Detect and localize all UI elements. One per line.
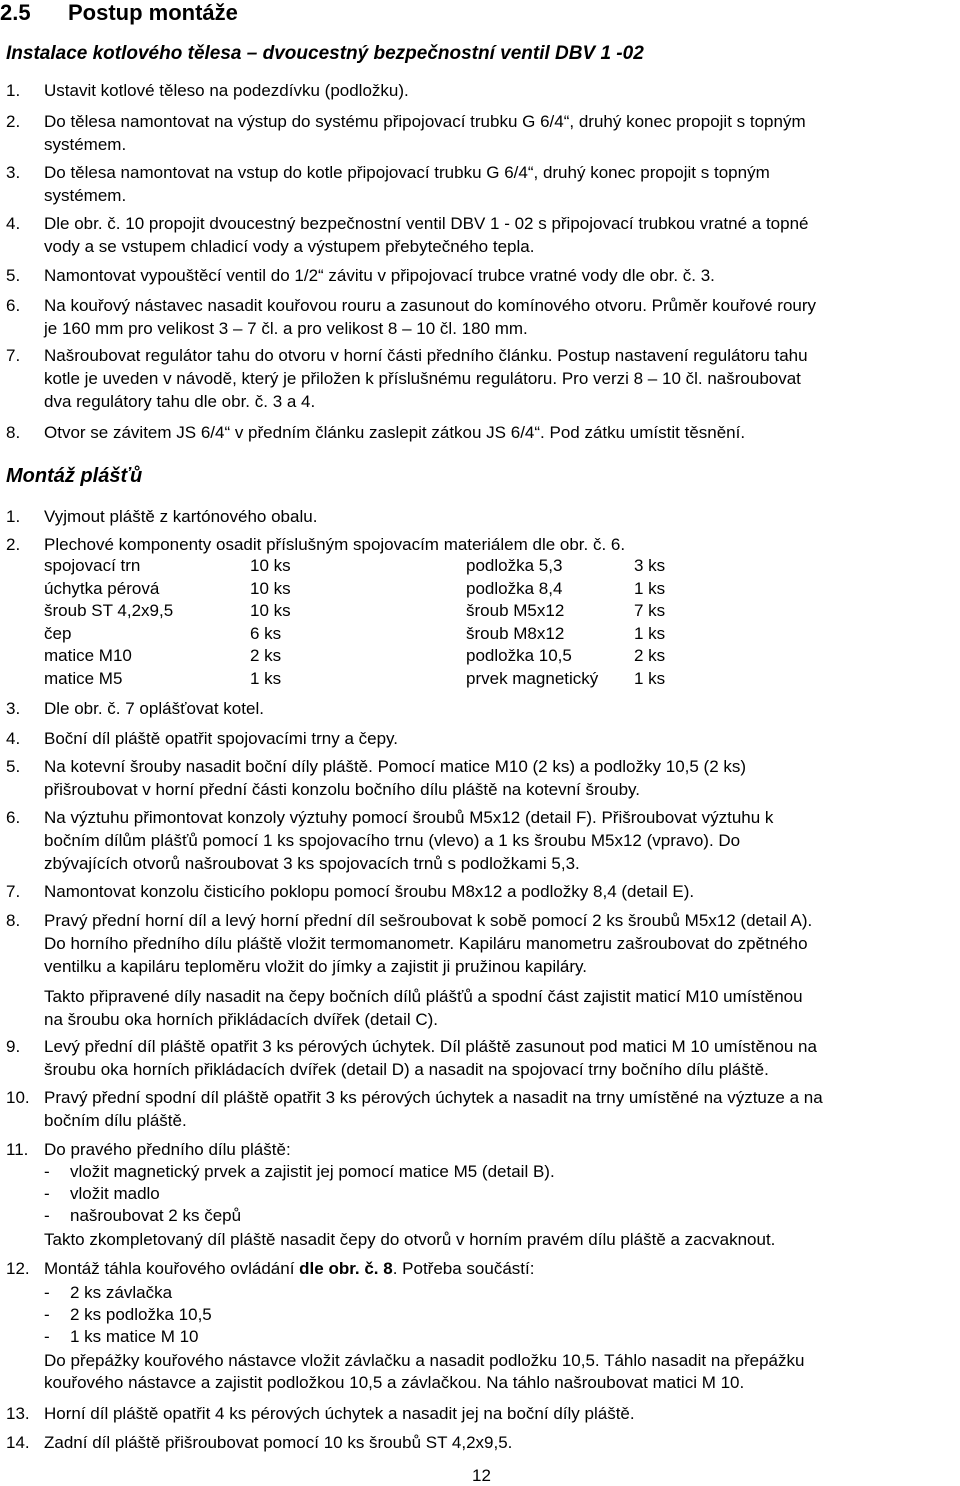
section-title: Postup montáže — [68, 0, 238, 25]
mantle-step-13: 13. Horní díl pláště opatřit 4 ks pérových úchytek a nasadit jej na boční díly pláště. — [6, 1404, 635, 1423]
mantle-step-2: 2. Plechové komponenty osadit příslušným spojovacím materiálem dle obr. č. 6. — [6, 535, 626, 554]
section-number: 2.5 — [0, 0, 31, 25]
install-step-6: 6. Na kouřový nástavec nasadit kouřovou rouru a zasunout do komínového otvoru. Průměr kouřové roury je 160 mm pro velikost 3 – 7 čl. a pro velikost 8 – 10 čl. 180 mm. — [6, 296, 817, 338]
mantle-step-8: 8. Pravý přední horní díl a levý horní přední díl sešroubovat k sobě pomocí 2 ks šroubů M5x12 (detail A). Do horního předního dílu pláště vložit termomanometr. Kapiláru manometru zašroubovat do zpětného ventilku a kapiláru teploměru vložit do jímky a zajistit ji pružinou kapiláry. — [6, 911, 813, 976]
mantle-step-11: 11. Do pravého předního dílu pláště: — [6, 1140, 291, 1159]
manual-page: 2.5 Postup montáže Instalace kotlového tělesa – dvoucestný bezpečnostní ventil DBV 1 -02 1. Ustavit kotlové těleso na podezdívku (podložku). 2. Do tělesa namontovat na výstup do systému připojovací trubku G 6/4“, druhý konec propojit s topným systémem. 3. Do tělesa namontovat na vstup do kotle připojovací trubku G 6/4“, druhý konec propojit s topným systémem. 4. Dle obr. č. 10 propojit dvoucestný bezpečnostní ventil DBV 1 - 02 s připojovací trubkou vratné a topné vody a se vstupem chladicí vody a výstupem přebytečného tepla. 5. Namontovat vypouštěcí ventil do 1/2“ závitu v připojovací trubce vratné vody dle obr. č. 3. 6. Na kouřový nástavec nasadit kouřovou rouru a zasunout do komínového otvoru. Průměr kouřové roury je 160 mm pro velikost 3 – 7 čl. a pro velikost 8 – 10 čl. 180 mm. 7. Našroubovat regulátor tahu do otvoru v horní části předního článku. Postup nastavení regulátoru tahu kotle je uveden v návodě, který je přiložen k příslušnému regulátoru. Pro verzi 8 – 10 čl. našroubovat dva regulátory tahu dle obr. č. 3 a 4. 8. Otvor se závitem JS 6/4“ v předním článku zaslepit zátkou JS 6/4“. Pod zátku umístit těsnění. Montáž plášťů 1. Vyjmout pláště z kartónového obalu. 2. Plechové komponenty osadit příslušným spojovacím materiálem dle obr. č. 6. spojovací trn 10 ks podložka 5,3 3 ks úchytka pérová 10 ks podložka 8,4 1 ks šroub ST 4,2x9,5 10 ks šroub M5x12 7 ks čep 6 ks šroub M8x12 1 ks matice M10 2 ks podložka 10,5 2 ks matice M5 1 ks prvek magnetický 1 ks 3. Dle obr. č. 7 oplášťovat kotel. 4. Boční díl pláště opatřit spojovacími trny a čepy. 5. Na kotevní šrouby nasadit boční díly pláště. Pomocí matice M10 (2 ks) a podložky 10,5 (2 ks) přišroubovat v horní přední části konzolu bočního dílu pláště na kotevní šrouby. 6. Na výztuhu přimontovat konzoly výztuhy pomocí šroubů M5x12 (detail F). Přišroubovat výztuhu k bočním dílům plášťů pomocí 1 ks spojovacího trnu (vlevo) a 1 ks šroubu M5x12 (vpravo). Do zbývajících otvorů našroubovat 3 ks spojovacích trnů s podložkami 5,3. 7. Namontovat konzolu čisticího poklopu pomocí šroubu M8x12 a podložky 8,4 (detail E). 8. Pravý přední horní díl a levý horní přední díl sešroubovat k sobě pomocí 2 ks šroubů M5x12 (detail A). Do horního předního dílu pláště vložit termomanometr. Kapiláru manometru zašroubovat do zpětného ventilku a kapiláru teploměru vložit do jímky a zajistit ji pružinou kapiláry. Takto připravené díly nasadit na čepy bočních dílů plášťů a spodní část zajistit maticí M10 umístěnou na šroubu oka horních přikládacích dvířek (detail C). 9. Levý přední díl pláště opatřit 3 ks pérových úchytek. Díl pláště zasunout pod matici M 10 umístěnou na šroubu oka horních přikládacích dvířek (detail D) a nasadit na spojovací trny bočního dílu pláště. 10. Pravý přední spodní díl pláště opatřit 3 ks pérových úchytek a nasadit na trny umístěné na výztuze a na bočním dílu pláště. 11. Do pravého předního dílu pláště: - vložit magnetický prvek a zajistit jej pomocí matice M5 (detail B). - vložit madlo - našroubovat 2 ks čepů Takto zkompletovaný díl pláště nasadit čepy do otvorů v horním pravém dílu pláště a zacvaknout. 12. Montáž táhla kouřového ovládání dle obr. č. 8. Potřeba součástí: - 2 ks závlačka - 2 ks podložka 10,5 - 1 ks matice M 10 Do přepážky kouřového nástavce vložit závlačku a nasadit podložku 10,5. Táhlo nasadit na přepážku kouřového nástavce a zajistit podložkou 10,5 a závlačkou. Na táhlo našroubovat matici M 10. 13. Horní díl pláště opatřit 4 ks pérových úchytek a nasadit jej na boční díly pláště. 14. Zadní díl pláště přišroubovat pomocí 10 ks šroubů ST 4,2x9,5. 12 — [0, 0, 960, 1486]
mantle-step-3: 3. Dle obr. č. 7 oplášťovat kotel. — [6, 699, 264, 718]
mantle-step-1: 1. Vyjmout pláště z kartónového obalu. — [6, 507, 318, 526]
install-heading: Instalace kotlového tělesa – dvoucestný bezpečnostní ventil DBV 1 -02 — [6, 43, 644, 64]
install-step-3: 3. Do tělesa namontovat na vstup do kotle připojovací trubku G 6/4“, druhý konec propojit s topným systémem. — [6, 163, 770, 205]
mantle-step-7: 7. Namontovat konzolu čisticího poklopu pomocí šroubu M8x12 a podložky 8,4 (detail E). — [6, 882, 695, 901]
mantle-step-6: 6. Na výztuhu přimontovat konzoly výztuhy pomocí šroubů M5x12 (detail F). Přišroubovat výztuhu k bočním dílům plášťů pomocí 1 ks spojovacího trnu (vlevo) a 1 ks šroubu M5x12 (vpravo). Do zbývajících otvorů našroubovat 3 ks spojovacích trnů s podložkami 5,3. — [6, 808, 774, 873]
section-heading — [0, 0, 238, 26]
mantle-step-10: 10. Pravý přední spodní díl pláště opatřit 3 ks pérových úchytek a nasadit na trny umístěné na výztuze a na bočním dílu pláště. — [6, 1088, 823, 1130]
page-number: 12 — [472, 1466, 491, 1485]
mantle-step-14: 14. Zadní díl pláště přišroubovat pomocí 10 ks šroubů ST 4,2x9,5. — [6, 1433, 513, 1452]
mantle-heading: Montáž plášťů — [6, 465, 143, 487]
list-item: - 2 ks závlačka — [44, 1283, 173, 1302]
install-step-4: 4. Dle obr. č. 10 propojit dvoucestný bezpečnostní ventil DBV 1 - 02 s připojovací trubkou vratné a topné vody a se vstupem chladicí vody a výstupem přebytečného tepla. — [6, 214, 809, 256]
step12-tail: Do přepážky kouřového nástavce vložit závlačku a nasadit podložku 10,5. Táhlo nasadit na přepážku kouřového nástavce a zajistit podložkou 10,5 a závlačkou. Na táhlo našroubovat matici M 10. — [44, 1351, 805, 1392]
list-item: - našroubovat 2 ks čepů — [44, 1206, 242, 1225]
mantle-step-5: 5. Na kotevní šrouby nasadit boční díly pláště. Pomocí matice M10 (2 ks) a podložky 10,5 (2 ks) přišroubovat v horní přední části konzolu bočního dílu pláště na kotevní šrouby. — [6, 757, 747, 799]
step12-sublist — [44, 1282, 212, 1348]
install-step-5: 5. Namontovat vypouštěcí ventil do 1/2“ závitu v připojovací trubce vratné vody dle obr. č. 3. — [6, 266, 715, 285]
install-step-8: 8. Otvor se závitem JS 6/4“ v předním článku zaslepit zátkou JS 6/4“. Pod zátku umístit těsnění. — [6, 423, 746, 442]
mantle-step-12: 12. Montáž táhla kouřového ovládání dle obr. č. 8. Potřeba součástí: — [6, 1259, 535, 1278]
list-item: - 1 ks matice M 10 — [44, 1327, 199, 1346]
mantle-step-9: 9. Levý přední díl pláště opatřit 3 ks pérových úchytek. Díl pláště zasunout pod matici M 10 umístěnou na šroubu oka horních přikládacích dvířek (detail D) a nasadit na spojovací trny bočního dílu pláště. — [6, 1037, 817, 1079]
mantle-step-4: 4. Boční díl pláště opatřit spojovacími trny a čepy. — [6, 729, 399, 748]
list-item: - 2 ks podložka 10,5 — [44, 1305, 212, 1324]
list-item: - vložit madlo — [44, 1184, 160, 1203]
install-step-7: 7. Našroubovat regulátor tahu do otvoru v horní části předního článku. Postup nastavení regulátoru tahu kotle je uveden v návodě, který je přiložen k příslušnému regulátoru. Pro verzi 8 – 10 čl. našroubovat dva regulátory tahu dle obr. č. 3 a 4. — [6, 346, 808, 411]
step11-sublist — [44, 1161, 555, 1227]
install-step-2: 2. Do tělesa namontovat na výstup do systému připojovací trubku G 6/4“, druhý konec propojit s topným systémem. — [6, 112, 806, 154]
mantle-step-8-continued: Takto připravené díly nasadit na čepy bočních dílů plášťů a spodní část zajistit maticí M10 umístěnou na šroubu oka horních přikládacích dvířek (detail C). — [44, 987, 803, 1029]
install-step-1: 1. Ustavit kotlové těleso na podezdívku (podložku). — [6, 81, 409, 100]
list-item: - vložit magnetický prvek a zajistit jej pomocí matice M5 (detail B). — [44, 1162, 555, 1181]
step11-tail: Takto zkompletovaný díl pláště nasadit čepy do otvorů v horním pravém dílu pláště a zacvaknout. — [44, 1230, 776, 1249]
